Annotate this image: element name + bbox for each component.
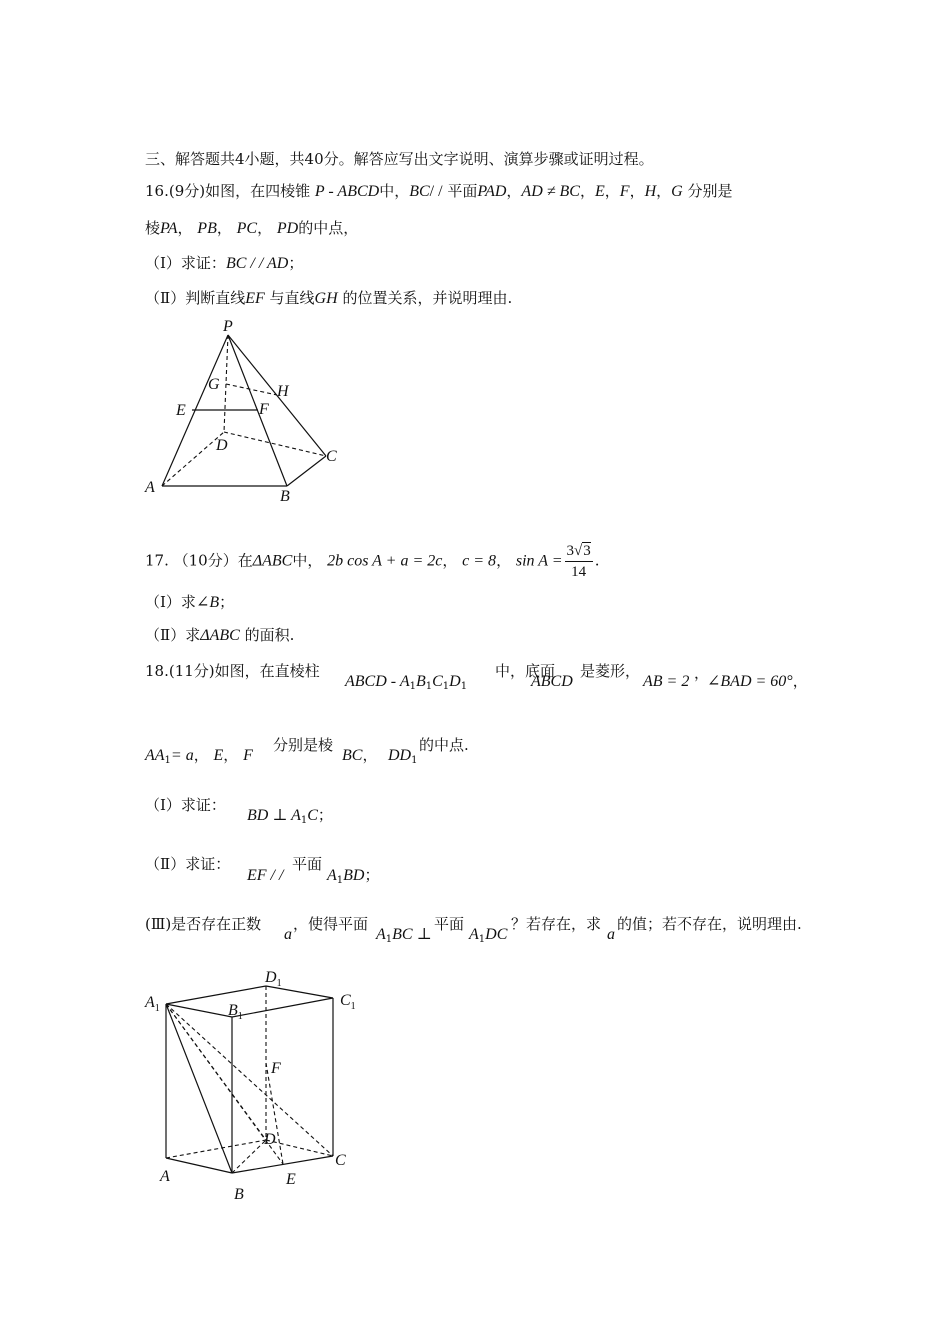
label-A: A [145, 479, 155, 496]
edge-DC [224, 432, 326, 456]
q17-number: 17. [145, 551, 169, 570]
q18-line2: $AA_1= a$， E， F [145, 746, 253, 766]
q16-line1: 16.(9分)如图，在四棱锥 P - ABCD中，BC/ / 平面PAD，AD ≠ BC，E，F，H，G 分别是 [145, 182, 733, 200]
label-B1: $B_1$ [228, 1002, 243, 1022]
edge-D1A1 [166, 986, 266, 1004]
edge-BC [287, 456, 326, 486]
segment-A1C [166, 1004, 333, 1156]
label-A: A [160, 1168, 170, 1185]
edge-PD [224, 335, 228, 432]
q16-part1: （Ⅰ）求证：BC / / AD； [145, 254, 304, 272]
q17-line1: 17. （10分）在ΔABC中， 2b cos A + a = 2c， c = 8， sin A = $\frac{3√3}{14}$ . [145, 543, 600, 580]
q16-line2: 棱PA， PB， PC， PD的中点， [145, 219, 359, 237]
segment-FE [266, 1063, 283, 1164]
q16-pyramid: P - ABCD [314, 183, 380, 200]
q17-part1: （Ⅰ）求∠B； [145, 593, 235, 611]
label-B: B [280, 488, 290, 505]
label-D1: $D_1$ [265, 969, 282, 989]
label-D: D [264, 1131, 276, 1148]
label-C1: $C_1$ [340, 992, 356, 1012]
label-E: E [286, 1171, 296, 1188]
label-B: B [234, 1186, 244, 1203]
label-P: P [223, 318, 233, 335]
q18-line1: 18.(11分)如图，在直棱柱 [145, 662, 320, 680]
label-C: C [335, 1152, 346, 1169]
edge-BC [232, 1156, 333, 1173]
q18-part3: (Ⅲ)是否存在正数 [145, 915, 262, 933]
label-E: E [176, 402, 186, 419]
q16-number: 16. [145, 182, 169, 200]
q18-part2: （Ⅱ）求证： [145, 855, 231, 873]
section-heading: 三、解答题共4小题，共40分。解答应写出文字说明、演算步骤或证明过程。 [145, 150, 654, 168]
q16-score: (9分) [168, 182, 206, 200]
q17-part2: （Ⅱ）求ΔABC 的面积. [145, 626, 295, 644]
label-A1: $A_1$ [145, 994, 160, 1014]
sinA-fraction: $\frac{3√3}{14}$ [566, 543, 591, 580]
edge-AD [162, 432, 224, 486]
label-D: D [216, 437, 228, 454]
q16-part2: （Ⅱ）判断直线EF 与直线GH 的位置关系，并说明理由. [145, 289, 513, 307]
q18-prism: ABCD - $A_1B_1C_1D_1$ [345, 673, 468, 692]
prism-figure [140, 960, 370, 1210]
edge-A1B1 [166, 1004, 232, 1017]
label-C: C [326, 448, 337, 465]
label-H: H [277, 383, 289, 400]
label-F: F [259, 401, 269, 418]
edge-B1C1 [232, 998, 333, 1017]
q18-number: 18. [145, 662, 169, 680]
q18-part1: （Ⅰ）求证： [145, 796, 226, 814]
label-G: G [208, 376, 220, 393]
pyramid-figure [140, 310, 360, 510]
edge-AD [166, 1140, 266, 1158]
label-F: F [271, 1060, 281, 1077]
edge-AB [166, 1158, 232, 1173]
